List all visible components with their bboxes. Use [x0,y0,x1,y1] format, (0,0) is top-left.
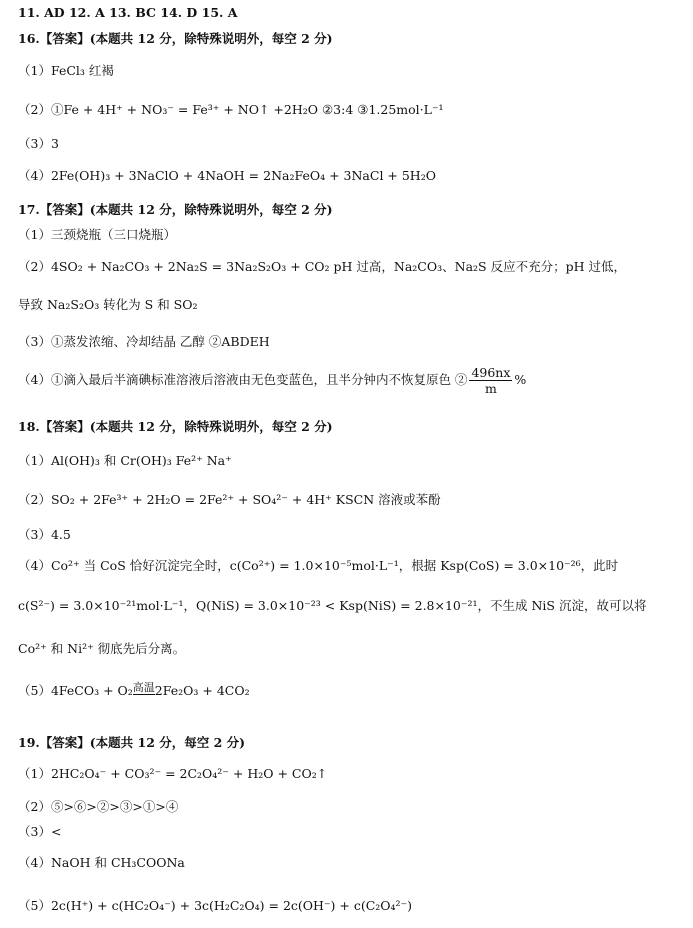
q19-part3: （3）< [18,824,62,839]
q18-part4-cont2: Co²⁺ 和 Ni²⁺ 彻底先后分离。 [18,641,186,656]
q17-part4-numerator: 496nx [471,365,511,380]
q16-part3: （3）3 [18,136,59,151]
q18-part5-bar [133,694,155,695]
q17-title: 17.【答案】(本题共 12 分，除特殊说明外，每空 2 分) [18,202,333,217]
q17-part4-unit: % [514,372,527,387]
q18-title: 18.【答案】(本题共 12 分，除特殊说明外，每空 2 分) [18,419,333,434]
q18-part5 [18,682,685,700]
q18-part1: （1）Al(OH)₃ 和 Cr(OH)₃ Fe²⁺ Na⁺ [18,453,232,468]
q17-part2: （2）4SO₂ + Na₂CO₃ + 2Na₂S = 3Na₂S₂O₃ + CO₂ pH 过高，Na₂CO₃、Na₂S 反应不充分；pH 过低， [18,259,626,274]
q19-title: 19.【答案】(本题共 12 分，每空 2 分) [18,735,246,750]
q16-part2: （2）①Fe + 4H⁺ + NO₃⁻ = Fe³⁺ + NO↑ +2H₂O ②3:4 ③1.25mol·L⁻¹ [18,102,444,117]
q18-part5-condition: 高温 [132,681,155,694]
q17-part3: （3）①蒸发浓缩、冷却结晶 乙醇 ②ABDEH [18,334,270,349]
q18-part2: （2）SO₂ + 2Fe³⁺ + 2H₂O = 2Fe²⁺ + SO₄²⁻ + 4H⁺ KSCN 溶液或苯酚 [18,492,441,507]
q18-part4: （4）Co²⁺ 当 CoS 恰好沉淀完全时，c(Co²⁺) = 1.0×10⁻⁵mol·L⁻¹，根据 Ksp(CoS) = 3.0×10⁻²⁶，此时 [18,558,619,573]
q18-part4-cont1: c(S²⁻) = 3.0×10⁻²¹mol·L⁻¹，Q(NiS) = 3.0×10⁻²³ < Ksp(NiS) = 2.8×10⁻²¹，不生成 NiS 沉淀，故可以将 [18,598,647,613]
q19-part4: （4）NaOH 和 CH₃COONa [18,855,185,870]
q18-part5-products: 2Fe₂O₃ + 4CO₂ [154,683,250,698]
q18-part3: （3）4.5 [18,527,71,542]
q16-part1: （1）FeCl₃ 红褐 [18,63,114,78]
q17-part4 [18,365,685,396]
q16-title: 16.【答案】(本题共 12 分，除特殊说明外，每空 2 分) [18,31,333,46]
header-answers: 11. AD 12. A 13. BC 14. D 15. A [18,5,238,20]
q18-part5-condition-arrow [133,682,155,697]
q19-part2: （2）⑤>⑥>②>③>①>④ [18,799,179,814]
q17-part4-denominator: m [484,381,497,396]
q18-part5-reactants: （5）4FeCO₃ + O₂ [18,683,133,698]
q16-part4: （4）2Fe(OH)₃ + 3NaClO + 4NaOH = 2Na₂FeO₄ + 3NaCl + 5H₂O [18,168,436,183]
q17-part1: （1）三颈烧瓶（三口烧瓶） [18,227,176,242]
q17-part4-text: （4）①滴入最后半滴碘标准溶液后溶液由无色变蓝色，且半分钟内不恢复原色 ② [18,372,468,387]
q17-part2-cont: 导致 Na₂S₂O₃ 转化为 S 和 SO₂ [18,297,198,312]
q19-part5: （5）2c(H⁺) + c(HC₂O₄⁻) + 3c(H₂C₂O₄) = 2c(OH⁻) + c(C₂O₄²⁻) [18,898,413,913]
q19-part1: （1）2HC₂O₄⁻ + CO₃²⁻ = 2C₂O₄²⁻ + H₂O + CO₂↑ [18,766,328,781]
q17-part4-fraction [469,365,512,396]
